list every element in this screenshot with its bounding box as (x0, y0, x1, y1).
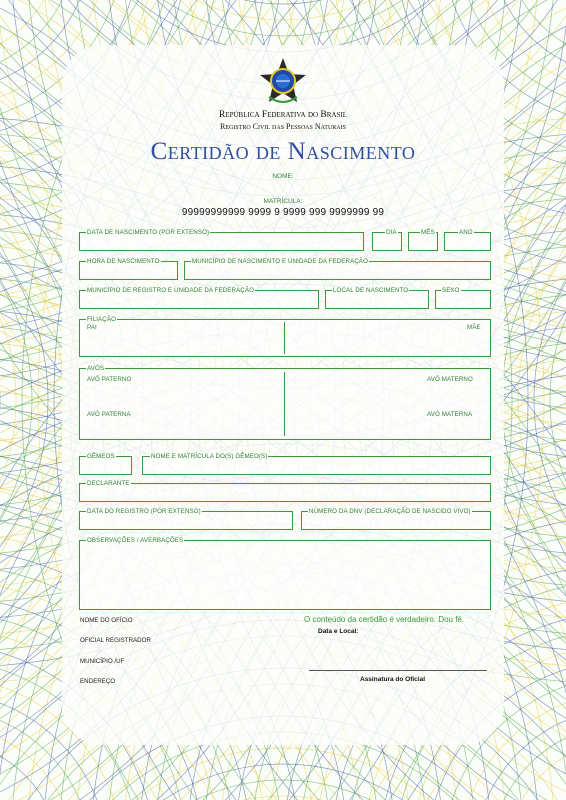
city-state-label: MUNICÍPIO /UF (80, 658, 125, 665)
coat-of-arms-icon (259, 57, 307, 105)
republic-heading: República Federativa do Brasil (218, 110, 347, 120)
observations-label: OBSERVAÇÕES / AVERBAÇÕES (87, 537, 184, 544)
name-label: NOME: (272, 173, 294, 180)
maternal-grandfather-label: AVÔ MATERNO (427, 376, 473, 383)
registry-heading: Registro Civil das Pessoas Naturais (220, 122, 346, 131)
day-label: DIA (386, 229, 397, 236)
signature-label: Assinatura do Oficial (360, 676, 426, 683)
birth-date-label: DATA DE NASCIMENTO (POR EXTENSO) (87, 229, 210, 236)
registry-date-label: DATA DO REGISTRO (POR EXTENSO) (87, 508, 201, 515)
parents-divider (284, 322, 285, 354)
father-label: PAI (87, 324, 97, 331)
grandparents-divider (284, 372, 285, 436)
signature-line (309, 670, 487, 671)
parents-field[interactable] (79, 319, 491, 357)
grandparents-label: AVÓS (87, 365, 105, 372)
paternal-grandfather-label: AVÔ PATERNO (87, 376, 132, 383)
birth-time-label: HORA DE NASCIMENTO (87, 258, 160, 265)
veracity-statement: O conteúdo da certidão é verdadeiro. Dou fé. (304, 615, 465, 624)
month-label: MÊS (421, 229, 435, 236)
office-name-label: NOME DO OFÍCIO (80, 617, 133, 624)
mother-label: MÃE (467, 324, 481, 331)
date-place-label: Data e Local: (318, 628, 359, 635)
parents-label: FILIAÇÃO (87, 316, 116, 323)
sex-label: SEXO (442, 287, 460, 294)
matricula-label: MATRÍCULA: (263, 198, 303, 205)
declarant-field[interactable] (79, 483, 491, 502)
document-title: Certidão de Nascimento (150, 138, 416, 165)
address-label: ENDEREÇO (80, 678, 116, 685)
observations-field[interactable] (79, 540, 491, 610)
registrar-label: OFICIAL REGISTRADOR (80, 637, 151, 644)
declarant-label: DECLARANTE (87, 480, 130, 487)
birth-city-label: MUNICÍPIO DE NASCIMENTO E UNIDADE DA FEDERAÇÃO (192, 258, 369, 265)
maternal-grandmother-label: AVÓ MATERNA (427, 411, 473, 418)
dnv-number-label: NÚMERO DA DNV (DECLARAÇÃO DE NASCIDO VIVO) (309, 508, 471, 515)
twins-label: GÊMEOS (87, 453, 115, 460)
registry-city-label: MUNICÍPIO DE REGISTRO E UNIDADE DA FEDERAÇÃO (87, 287, 255, 294)
birth-place-label: LOCAL DE NASCIMENTO (333, 287, 409, 294)
year-label: ANO (459, 229, 473, 236)
twins-name-label: NOME E MATRÍCULA DO(S) GÊMEO(S) (151, 453, 268, 460)
matricula-value: 99999999999 9999 9 9999 999 9999999 99 (181, 207, 385, 218)
paternal-grandmother-label: AVÓ PATERNA (87, 411, 131, 418)
